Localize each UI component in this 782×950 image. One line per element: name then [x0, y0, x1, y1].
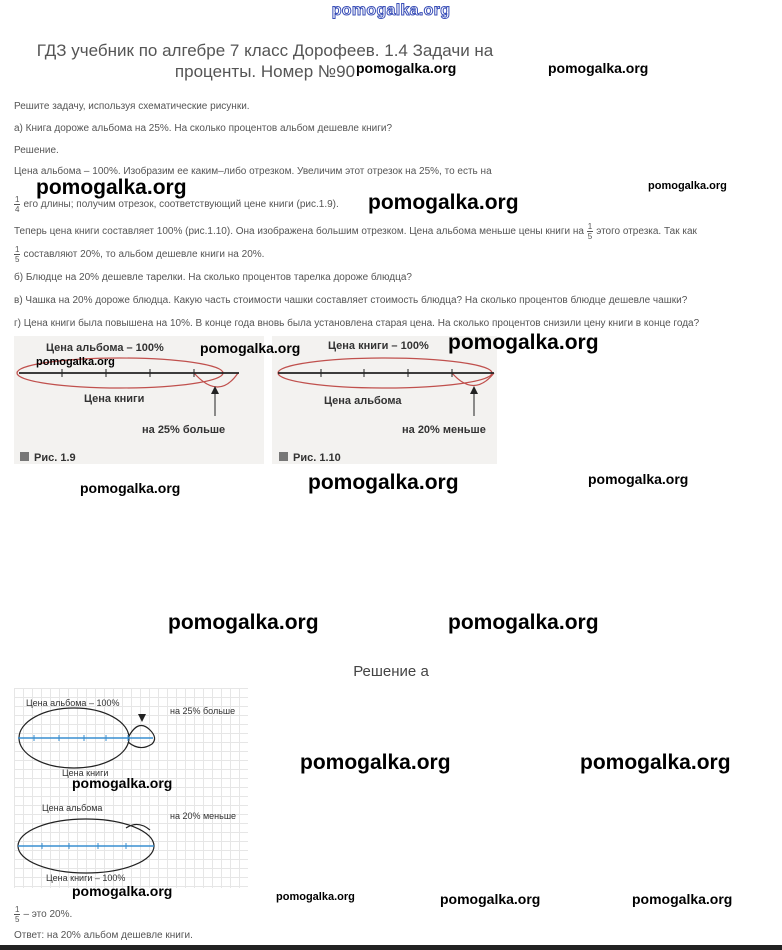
page-title: ГДЗ учебник по алгебре 7 класс Дорофеев. 1.4 Задачи на проценты. Номер №90: [36, 41, 494, 81]
watermark: pomogalka.org: [200, 340, 301, 356]
solution-line-2: $\frac{1}{4}$ его длины; получим отрезок, соответствующий цене книги (рис.1.9).: [15, 195, 339, 214]
watermark: pomogalka.org: [588, 471, 689, 487]
watermark: pomogalka.org: [548, 60, 649, 76]
sol-top-label: Цена альбома – 100%: [26, 698, 120, 708]
figure-1-10: [272, 336, 497, 464]
watermark: pomogalka.org: [632, 891, 733, 907]
watermark: pomogalka.org: [72, 775, 173, 791]
watermark: pomogalka.org: [448, 611, 599, 634]
watermark: pomogalka.org: [448, 331, 599, 354]
sol-bottom-note: на 20% меньше: [170, 811, 237, 821]
fig2-bottom-label: Цена альбома: [324, 395, 402, 407]
fig1-caption: Рис. 1.9: [34, 452, 76, 464]
figure-marker-icon: [20, 452, 29, 461]
fig2-top-label: Цена книги – 100%: [328, 340, 429, 352]
fraction-1-5: $\frac{1}{5}$: [15, 245, 20, 264]
fig1-top-label: Цена альбома – 100%: [46, 342, 164, 354]
watermark: pomogalka.org: [72, 883, 173, 899]
task-v-text: в) Чашка на 20% дороже блюдца. Какую часть стоимости чашки составляет стоимость блюдца? На сколько процентов блюдце дешевле чашки?: [14, 295, 688, 306]
task-g-text: г) Цена книги была повышена на 10%. В конце года вновь была установлена старая цена. На сколько процентов снизили цену книги в конце года?: [14, 318, 700, 329]
task-a-text: а) Книга дороже альбома на 25%. На сколько процентов альбом дешевле книги?: [14, 123, 393, 134]
bottom-bar: [0, 945, 782, 950]
watermark: pomogalka.org: [300, 751, 451, 774]
sol-bottom-top-label: Цена альбома: [42, 803, 103, 813]
intro-text: Решите задачу, используя схематические рисунки.: [14, 101, 250, 112]
fig2-note: на 20% меньше: [402, 424, 486, 436]
solution-heading: Решение а: [353, 663, 429, 680]
fraction-1-4: $\frac{1}{4}$: [15, 195, 20, 214]
watermark: pomogalka.org: [648, 180, 727, 192]
watermark: pomogalka.org: [356, 60, 457, 76]
sol-top-bottom-label: Цена книги: [62, 768, 109, 778]
task-b-text: б) Блюдце на 20% дешевле тарелки. На сколько процентов тарелка дороже блюдца?: [14, 272, 412, 283]
watermark: pomogalka.org: [580, 751, 731, 774]
solution-line-1: Цена альбома – 100%. Изобразим ее каким–либо отрезком. Увеличим этот отрезок на 25%, то есть на: [14, 166, 492, 177]
fraction-1-5: $\frac{1}{5}$: [587, 222, 593, 241]
solution-line-3: Теперь цена книги составляет 100% (рис.1.10). Она изображена большим отрезком. Цена альбома меньше цены книги на $\frac{1}{5}$ этого отрезка. Так как: [14, 222, 697, 241]
watermark: pomogalka.org: [80, 480, 181, 496]
watermark: pomogalka.org: [168, 611, 319, 634]
fig1-note: на 25% больше: [142, 424, 226, 436]
watermark: pomogalka.org: [36, 176, 187, 199]
watermark: pomogalka.org: [276, 891, 355, 903]
watermark: pomogalka.org: [440, 891, 541, 907]
site-logo[interactable]: pomogalka.org: [331, 2, 451, 19]
watermark: pomogalka.org: [368, 191, 519, 214]
figure-marker-icon: [279, 452, 288, 461]
fig1-bottom-label: Цена книги: [84, 393, 145, 405]
sol-bottom-bottom-label: Цена книги – 100%: [46, 873, 126, 883]
sol-top-note: на 25% больше: [170, 706, 236, 716]
answer-text: Ответ: на 20% альбом дешевле книги.: [14, 930, 193, 941]
fraction-1-5: $\frac{1}{5}$: [15, 905, 20, 924]
watermark: pomogalka.org: [36, 356, 115, 368]
answer-fraction-line: $\frac{1}{5}$ – это 20%.: [15, 905, 73, 924]
solution-label: Решение.: [14, 145, 59, 156]
watermark: pomogalka.org: [308, 471, 459, 494]
solution-line-4: $\frac{1}{5}$ составляют 20%, то альбом дешевле книги на 20%.: [15, 245, 265, 264]
fig2-caption: Рис. 1.10: [293, 452, 341, 464]
